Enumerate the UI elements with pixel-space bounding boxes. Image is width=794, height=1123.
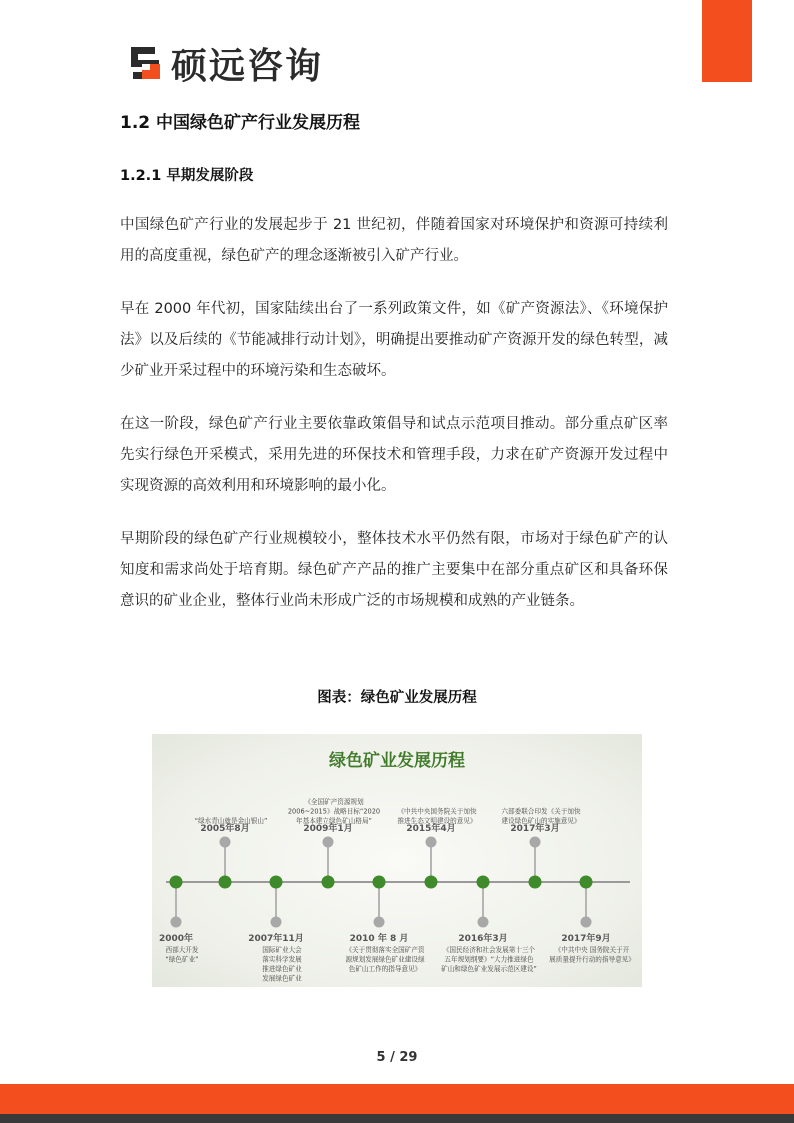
timeline-date: 2009年1月 xyxy=(303,824,353,834)
timeline-event-text: 发展绿色矿业 xyxy=(262,974,302,983)
timeline-event-text: 2006~2015》战略目标“2020 xyxy=(287,807,381,816)
timeline-end-dot xyxy=(530,837,541,848)
timeline-date: 2015年4月 xyxy=(406,824,456,834)
timeline-event-text: 《关于贯彻落实全国矿产资 xyxy=(345,946,425,954)
timeline-event-text: 《中共中央国务院关于加快 xyxy=(397,807,477,816)
company-logo xyxy=(129,42,324,87)
timeline-event-text: 推进绿色矿业 xyxy=(262,965,302,973)
timeline-event-text: 源规划发展绿色矿业建设绿 xyxy=(345,955,425,964)
timeline-event-text: 《全国矿产资源规划 xyxy=(304,798,364,806)
timeline-date: 2017年3月 xyxy=(510,824,560,834)
timeline-node xyxy=(373,876,386,889)
timeline-title: 绿色矿业发展历程 xyxy=(329,751,465,771)
timeline-date: 2000年 xyxy=(158,934,194,944)
paragraph: 早在 2000 年代初，国家陆续出台了一系列政策文件，如《矿产资源法》、《环境保护法》以及后续的《节能减排行动计划》，明确提出要推动矿产资源开发的绿色转型，减少矿业开采过程中的环境污染和生态破坏。 xyxy=(120,301,668,379)
timeline-node xyxy=(219,876,232,889)
timeline-svg xyxy=(152,734,642,987)
timeline-node xyxy=(477,876,490,889)
timeline-event-text: 矿山和绿色矿业发展示范区建设” xyxy=(441,965,537,973)
timeline-end-dot xyxy=(426,837,437,848)
timeline-node xyxy=(580,876,593,889)
timeline-event-text: “绿水青山就是金山银山” xyxy=(194,817,268,825)
timeline-end-dot xyxy=(581,917,592,928)
timeline-event-text: 展质量提升行动的指导意见》 xyxy=(549,955,635,964)
timeline-end-dot xyxy=(478,917,489,928)
timeline-event-text: 五年规划纲要》“大力推进绿色 xyxy=(444,955,534,964)
timeline-event-text: 推进生态文明建设的意见》 xyxy=(397,817,477,825)
timeline-node xyxy=(425,876,438,889)
subsection-heading: 1.2.1 早期发展阶段 xyxy=(120,168,254,184)
paragraph: 在这一阶段，绿色矿产行业主要依靠政策倡导和试点示范项目推动。部分重点矿区率先实行绿色开采模式，采用先进的环保技术和管理手段，力求在矿产资源开发过程中实现资源的高效利用和环境影响的最小化。 xyxy=(120,416,668,494)
timeline-end-dot xyxy=(271,917,282,928)
timeline-date: 2010 年 8 月 xyxy=(349,934,409,944)
body-text xyxy=(120,210,668,639)
figure-caption: 图表：绿色矿业发展历程 xyxy=(317,690,477,706)
timeline-node xyxy=(170,876,183,889)
timeline-event-text: 色矿山工作的指导意见》 xyxy=(348,965,422,973)
timeline-event-text: 建设绿色矿山的实施意见》 xyxy=(501,817,581,825)
timeline-event-text: 年基本建立绿色矿山格局” xyxy=(296,817,372,825)
timeline-end-dot xyxy=(374,917,385,928)
timeline-node xyxy=(270,876,283,889)
page-number: 5 / 29 xyxy=(376,1050,418,1065)
paragraph: 早期阶段的绿色矿产行业规模较小，整体技术水平仍然有限，市场对于绿色矿产的认知度和需求尚处于培育期。绿色矿产产品的推广主要集中在部分重点矿区和具备环保意识的矿业企业，整体行业尚未形成广泛的市场规模和成熟的产业链条。 xyxy=(120,531,668,609)
timeline-date: 2005年8月 xyxy=(200,824,250,834)
logo-text: 硕远咨询 xyxy=(171,45,324,87)
timeline-event-text: 国际矿业大会 xyxy=(262,946,302,954)
footer-accent-bar xyxy=(0,1084,794,1114)
timeline-node xyxy=(322,876,335,889)
timeline-event-text: “绿色矿业” xyxy=(165,955,199,964)
timeline-end-dot xyxy=(323,837,334,848)
logo-mark-icon xyxy=(129,45,163,81)
timeline-node xyxy=(529,876,542,889)
timeline-figure xyxy=(152,734,642,987)
timeline-end-dot xyxy=(220,837,231,848)
timeline-event-text: 《中共中央 国务院关于开 xyxy=(554,946,630,954)
paragraph: 中国绿色矿产行业的发展起步于 21 世纪初，伴随着国家对环境保护和资源可持续利用的高度重视，绿色矿产的理念逐渐被引入矿产行业。 xyxy=(120,217,668,264)
timeline-date: 2017年9月 xyxy=(561,934,611,944)
timeline-event-text: 《国民经济和社会发展第十三个 xyxy=(442,946,536,954)
top-accent-block xyxy=(702,0,752,82)
timeline-event-text: 西部大开发 xyxy=(165,946,199,954)
timeline-date: 2016年3月 xyxy=(458,934,508,944)
timeline-date: 2007年11月 xyxy=(248,934,304,944)
timeline-end-dot xyxy=(171,917,182,928)
footer-dark-bar xyxy=(0,1114,794,1123)
section-heading: 1.2 中国绿色矿产行业发展历程 xyxy=(120,113,361,133)
timeline-event-text: 落实科学发展 xyxy=(262,955,302,964)
timeline-event-text: 六部委联合印发《关于加快 xyxy=(501,807,581,816)
